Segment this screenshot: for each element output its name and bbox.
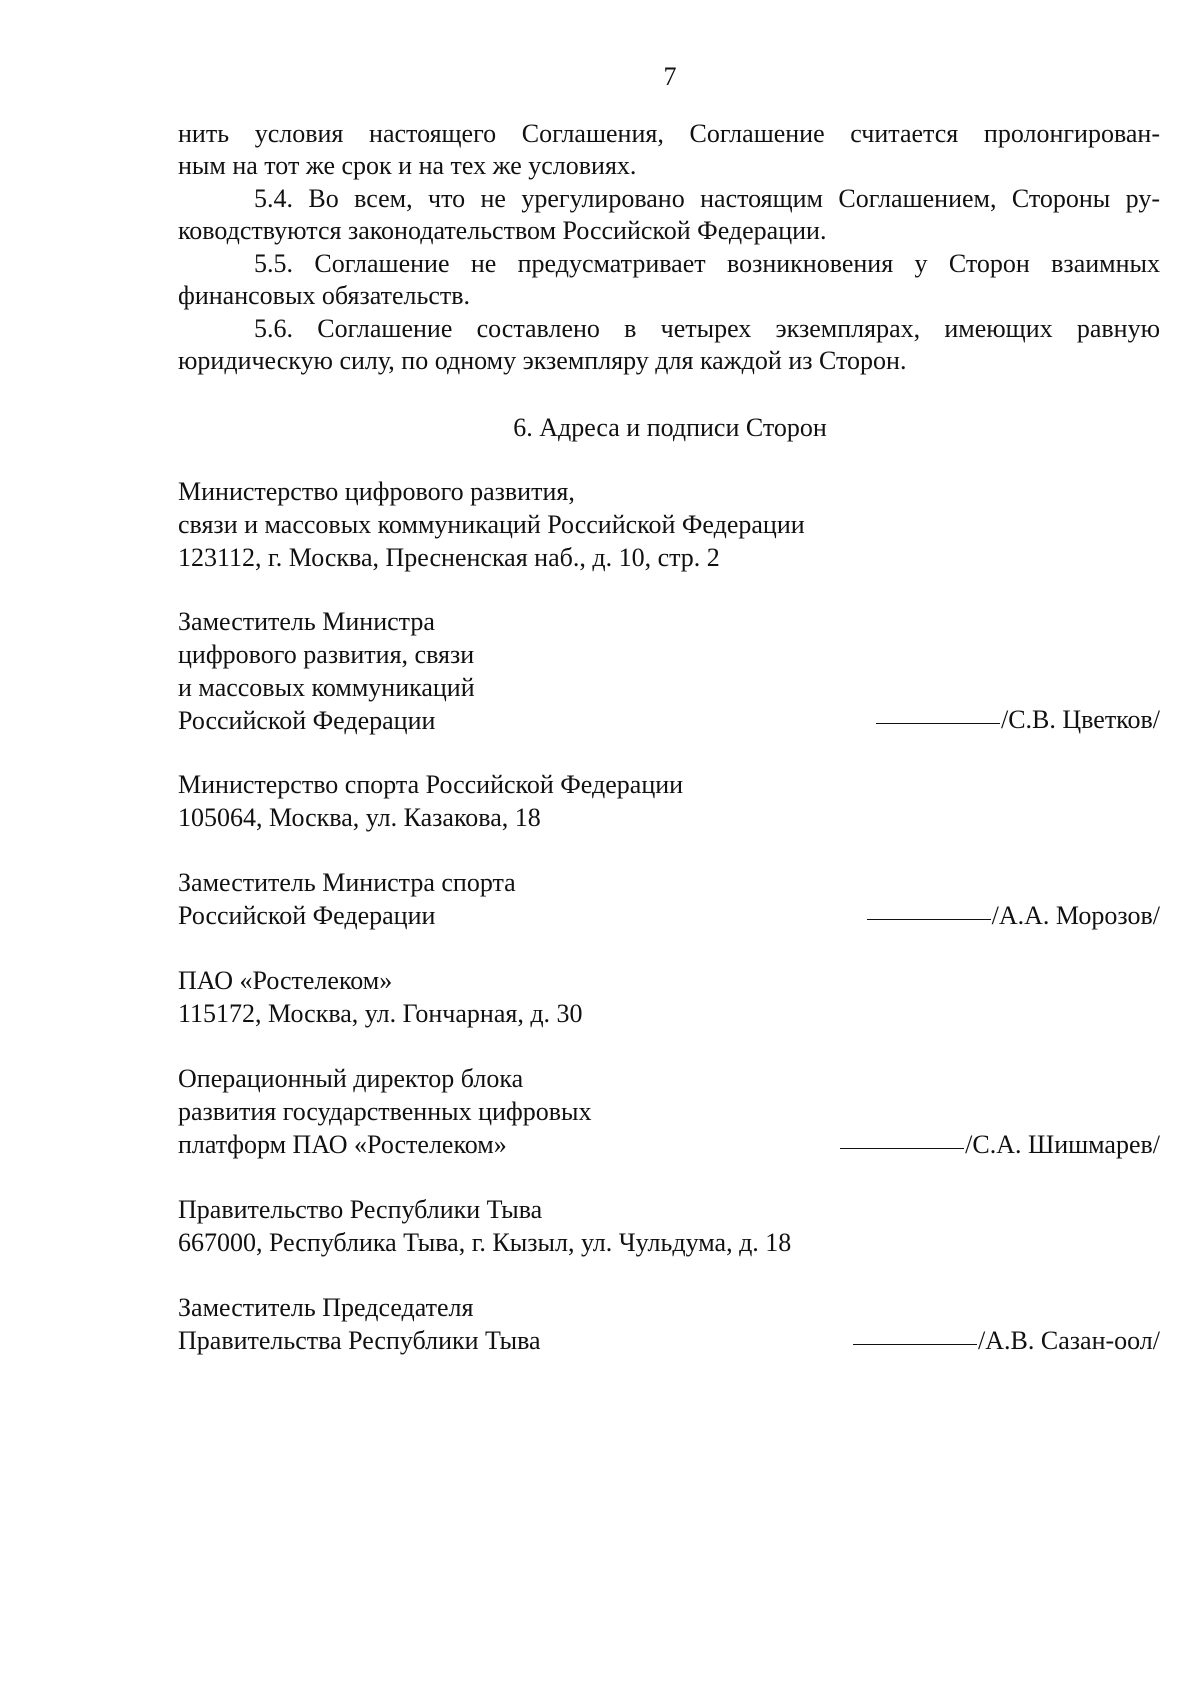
party-org-block	[178, 964, 1160, 1030]
paragraph-line: нить условия настоящего Соглашения, Соглашение считается пролонгирован-	[178, 119, 1160, 148]
position-line: Заместитель Министра спорта	[178, 868, 516, 897]
signatory-name: /А.А. Морозов/	[991, 901, 1160, 930]
paragraph-5-4	[178, 183, 1160, 246]
position-line: Российской Федерации	[178, 706, 436, 735]
signature-line	[853, 1344, 977, 1345]
paragraph-line: 5.6. Соглашение составлено в четырех экземплярах, имеющих равную	[254, 314, 1160, 343]
org-line: связи и массовых коммуникаций Российской Федерации	[178, 510, 805, 539]
position-line: и массовых коммуникаций	[178, 673, 475, 702]
signature-block	[867, 899, 1160, 932]
org-line: ПАО «Ростелеком»	[178, 966, 393, 995]
position-line: цифрового развития, связи	[178, 640, 475, 669]
page-number: 7	[663, 62, 677, 91]
paragraph-continuation	[178, 118, 1160, 181]
position-line: развития государственных цифровых	[178, 1097, 592, 1126]
paragraph-5-5	[178, 248, 1160, 311]
signature-block	[876, 703, 1160, 736]
signature-line	[840, 1148, 964, 1149]
paragraph-line: 5.4. Во всем, что не урегулировано настоящим Соглашением, Стороны ру-	[254, 184, 1160, 213]
position-line: Заместитель Председателя	[178, 1293, 474, 1322]
org-line: Правительство Республики Тыва	[178, 1195, 543, 1224]
signatory-name: /А.В. Сазан-оол/	[978, 1326, 1160, 1355]
position-line: Заместитель Министра	[178, 607, 435, 636]
party-org-block	[178, 1193, 1160, 1259]
signature-line	[876, 723, 1000, 724]
position-line: платформ ПАО «Ростелеком»	[178, 1130, 507, 1159]
signatory-name: /С.В. Цветков/	[1000, 705, 1160, 734]
section-heading: 6. Адреса и подписи Сторон	[513, 413, 827, 442]
paragraph-line: 5.5. Соглашение не предусматривает возникновения у Сторон взаимных	[254, 249, 1160, 278]
paragraph-line: юридическую силу, по одному экземпляру для каждой из Сторон.	[178, 345, 907, 375]
position-line: Правительства Республики Тыва	[178, 1326, 541, 1355]
paragraph-line: ным на тот же срок и на тех же условиях.	[178, 150, 637, 180]
org-address: 105064, Москва, ул. Казакова, 18	[178, 803, 541, 832]
paragraph-line: ководствуются законодательством Российской Федерации.	[178, 215, 827, 245]
signatory-name: /С.А. Шишмарев/	[965, 1130, 1160, 1159]
org-address: 123112, г. Москва, Пресненская наб., д. 10, стр. 2	[178, 543, 720, 572]
signature-line	[867, 919, 991, 920]
position-line: Российской Федерации	[178, 901, 436, 930]
org-address: 115172, Москва, ул. Гончарная, д. 30	[178, 999, 583, 1028]
party-org-block	[178, 475, 1160, 574]
org-line: Министерство спорта Российской Федерации	[178, 770, 684, 799]
org-address: 667000, Республика Тыва, г. Кызыл, ул. Чульдума, д. 18	[178, 1228, 792, 1257]
signature-block	[840, 1128, 1160, 1161]
paragraph-5-6	[178, 313, 1160, 376]
signature-block	[853, 1324, 1160, 1357]
paragraph-line: финансовых обязательств.	[178, 280, 471, 310]
org-line: Министерство цифрового развития,	[178, 477, 575, 506]
party-org-block	[178, 768, 1160, 834]
position-line: Операционный директор блока	[178, 1064, 524, 1093]
